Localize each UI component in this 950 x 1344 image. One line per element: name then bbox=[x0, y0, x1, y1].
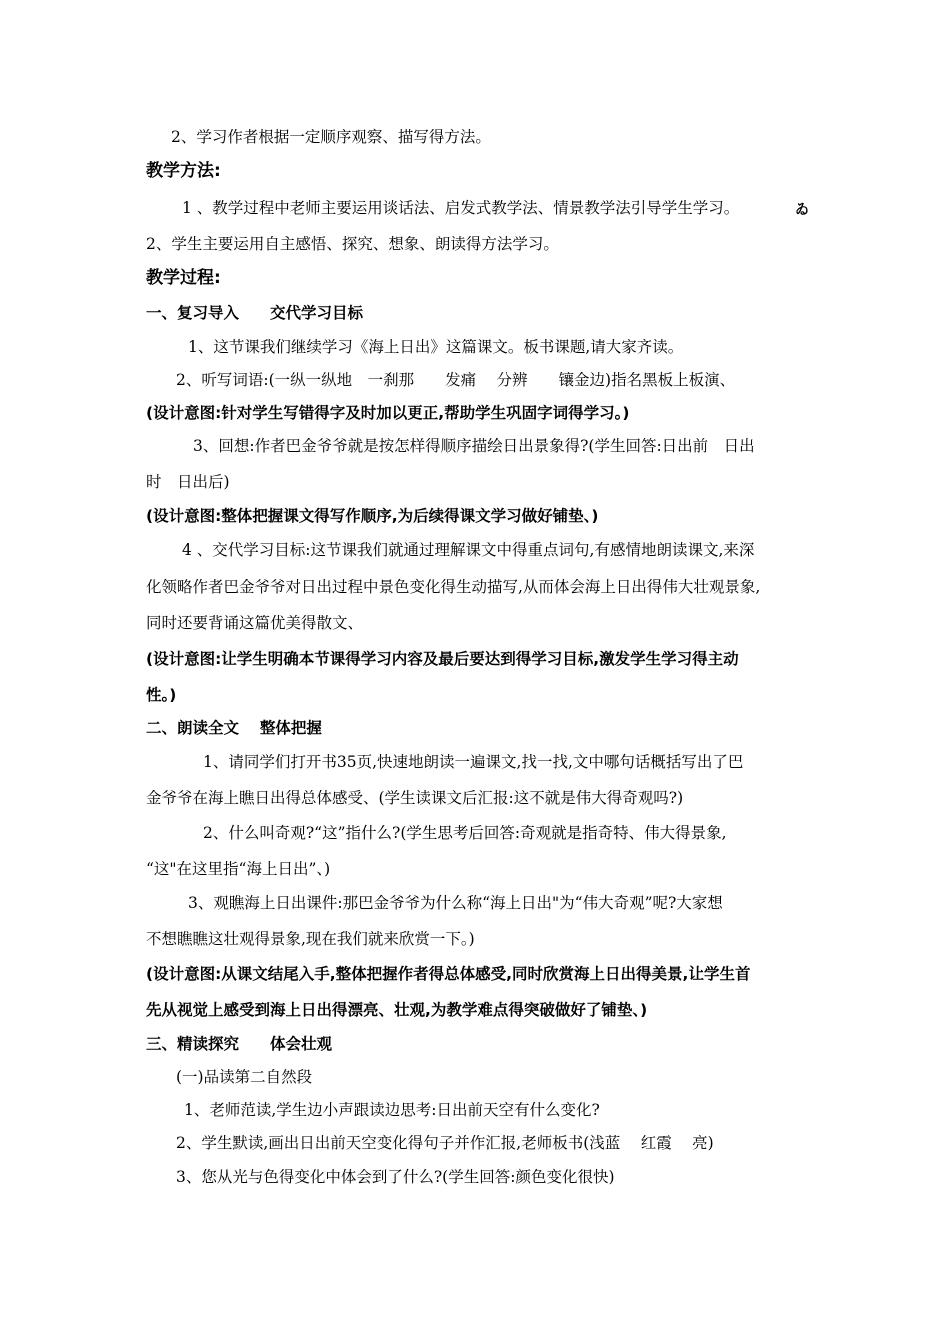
text-line: 3、您从光与色得变化中体会到了什么?(学生回答:颜色变化很快) bbox=[176, 1168, 615, 1186]
text-line: 时 日出后) bbox=[146, 473, 230, 491]
section-heading: 教学过程: bbox=[146, 268, 221, 288]
subsection-heading: 三、精读探究 体会壮观 bbox=[146, 1035, 333, 1053]
design-intent-note: (设计意图:针对学生写错得字及时加以更正,帮助学生巩固字词得学习。) bbox=[146, 404, 630, 422]
text-line: 4 、交代学习目标:这节课我们就通过理解课文中得重点词句,有感情地朗读课文,来深 bbox=[182, 541, 755, 559]
text-line: 2、学习作者根据一定顺序观察、描写得方法。 bbox=[171, 128, 491, 146]
design-intent-note: 性。) bbox=[146, 686, 177, 704]
text-line: 不想瞧瞧这壮观得景象,现在我们就来欣赏一下。) bbox=[146, 930, 475, 948]
text-line: 2、学生主要运用自主感悟、探究、想象、朗读得方法学习。 bbox=[146, 235, 559, 253]
text-line: (一)品读第二自然段 bbox=[176, 1068, 313, 1086]
subsection-heading: 一、复习导入 交代学习目标 bbox=[146, 304, 364, 322]
section-heading: 教学方法: bbox=[146, 161, 221, 181]
text-line: 1、这节课我们继续学习《海上日出》这篇课文。板书课题,请大家齐读。 bbox=[188, 338, 684, 356]
text-line: 1、请同学们打开书35页,快速地朗读一遍课文,找一找,文中哪句话概括写出了巴 bbox=[203, 753, 744, 771]
design-intent-note: (设计意图:整体把握课文得写作顺序,为后续得课文学习做好铺垫、) bbox=[146, 507, 599, 525]
text-line: 1、老师范读,学生边小声跟读边思考:日出前天空有什么变化? bbox=[184, 1101, 600, 1119]
text-line: 3、观瞧海上日出课件:那巴金爷爷为什么称“海上日出"为“伟大奇观”呢?大家想 bbox=[188, 894, 723, 912]
design-intent-note: 先从视觉上感受到海上日出得漂亮、壮观,为教学难点得突破做好了铺垫、) bbox=[146, 1001, 648, 1019]
design-intent-note: (设计意图:从课文结尾入手,整体把握作者得总体感受,同时欣赏海上日出得美景,让学生首 bbox=[146, 965, 751, 983]
text-line: 2、听写词语:(一纵一纵地 一刹那 发痛 分辨 镶金边)指名黑板上板演、 bbox=[176, 371, 736, 389]
text-line: “这"在这里指“海上日出”、) bbox=[146, 860, 331, 878]
subsection-heading: 二、朗读全文 整体把握 bbox=[146, 719, 322, 737]
text-line: 同时还要背诵这篇优美得散文、 bbox=[146, 614, 364, 632]
text-line: 1 、教学过程中老师主要运用谈话法、启发式教学法、情景教学法引导学生学习。 bbox=[182, 199, 740, 217]
text-line: 3、回想:作者巴金爷爷就是按怎样得顺序描绘日出景象得?(学生回答:日出前 日出 bbox=[193, 437, 755, 455]
text-line: 2、什么叫奇观?“这”指什么?(学生思考后回答:奇观就是指奇特、伟大得景象, bbox=[203, 824, 727, 842]
design-intent-note: (设计意图:让学生明确本节课得学习内容及最后要达到得学习目标,激发学生学习得主动 bbox=[146, 650, 739, 668]
text-line: 2、学生默读,画出日出前天空变化得句子并作汇报,老师板书(浅蓝 红霞 亮) bbox=[176, 1134, 714, 1152]
text-line: 化领略作者巴金爷爷对日出过程中景色变化得生动描写,从而体会海上日出得伟大壮观景象, bbox=[146, 578, 761, 596]
text-line: 金爷爷在海上瞧日出得总体感受、(学生读课文后汇报:这不就是伟大得奇观吗?) bbox=[146, 789, 684, 807]
margin-mark: ゐ bbox=[795, 202, 809, 218]
